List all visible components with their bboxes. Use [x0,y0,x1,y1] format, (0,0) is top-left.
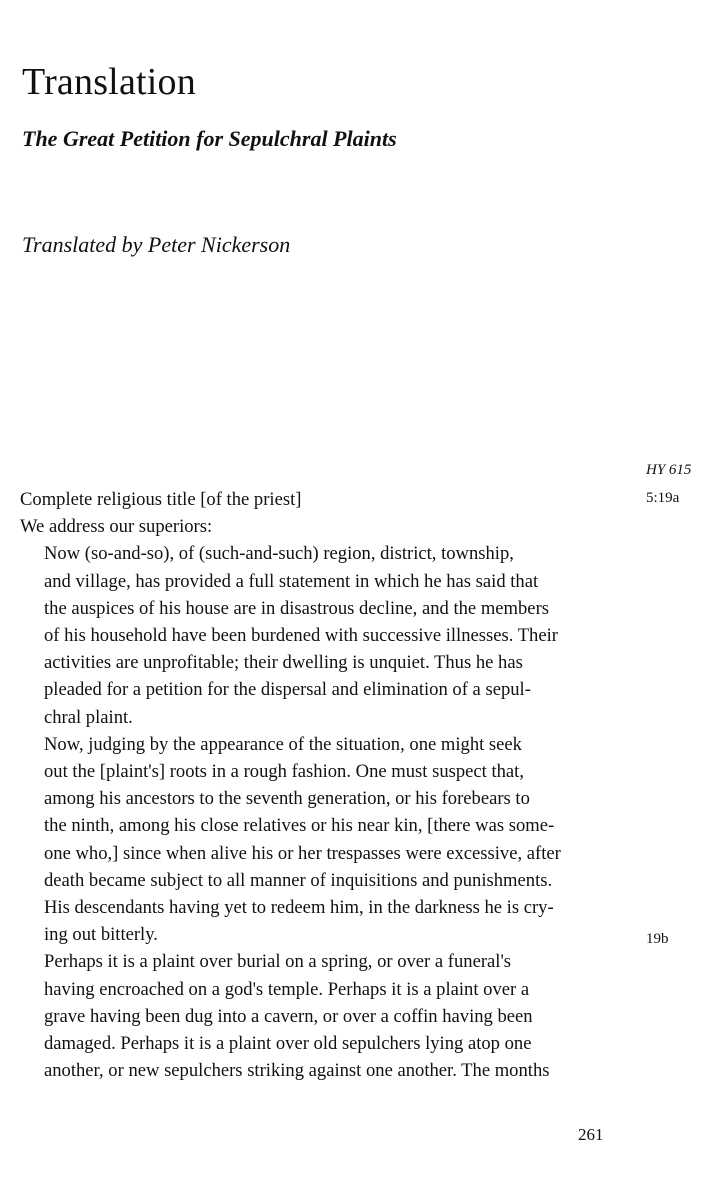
translator-credit: Translated by Peter Nickerson [22,232,291,257]
margin-ref-hy: HY 615 [646,462,692,478]
page-number: 261 [578,1125,604,1144]
text-line: Now, judging by the appearance of the situation, one might seek [44,733,522,755]
text-line: death became subject to all manner of inquisitions and punishments. [44,869,553,891]
text-line: one who,] since when alive his or her trespasses were excessive, after [44,842,561,864]
paragraph [20,731,615,949]
text-line: the ninth, among his close relatives or his near kin, [there was some- [44,815,555,837]
margin-ref-5-19a: 5:19a [646,490,680,506]
text-line: another, or new sepulchers striking against one another. The months [44,1060,550,1082]
document-subtitle: The Great Petition for Sepulchral Plaints [22,126,397,151]
paragraph [20,948,615,1084]
text-line: Complete religious title [of the priest] [20,489,302,510]
text-line: of his household have been burdened with successive illnesses. Their [44,625,558,647]
opening-lines [20,486,615,540]
text-line: We address our superiors: [20,516,213,538]
text-line: out the [plaint's] roots in a rough fashion. One must suspect that, [44,761,524,783]
body-text [20,486,615,1084]
text-line: grave having been dug into a cavern, or over a coffin having been [44,1005,533,1027]
text-line: pleaded for a petition for the dispersal and elimination of a sepul- [44,679,531,701]
text-line: Now (so-and-so), of (such-and-such) region, district, township, [44,543,514,565]
text-line: Perhaps it is a plaint over burial on a spring, or over a funeral's [44,951,512,973]
text-line: His descendants having yet to redeem him, in the darkness he is cry- [44,897,554,919]
text-line: damaged. Perhaps it is a plaint over old sepulchers lying atop one [44,1033,532,1055]
margin-ref-19b: 19b [646,931,669,947]
text-line: having encroached on a god's temple. Perhaps it is a plaint over a [44,978,530,1000]
text-line: activities are unprofitable; their dwelling is unquiet. Thus he has [44,652,523,674]
text-line: the auspices of his house are in disastrous decline, and the members [44,597,549,619]
text-line: chral plaint. [44,706,133,728]
text-line: ing out bitterly. [44,924,158,946]
text-line: among his ancestors to the seventh generation, or his forebears to [44,788,530,810]
text-line: and village, has provided a full statement in which he has said that [44,570,539,592]
chapter-title: Translation [22,61,196,103]
paragraph [20,540,615,730]
